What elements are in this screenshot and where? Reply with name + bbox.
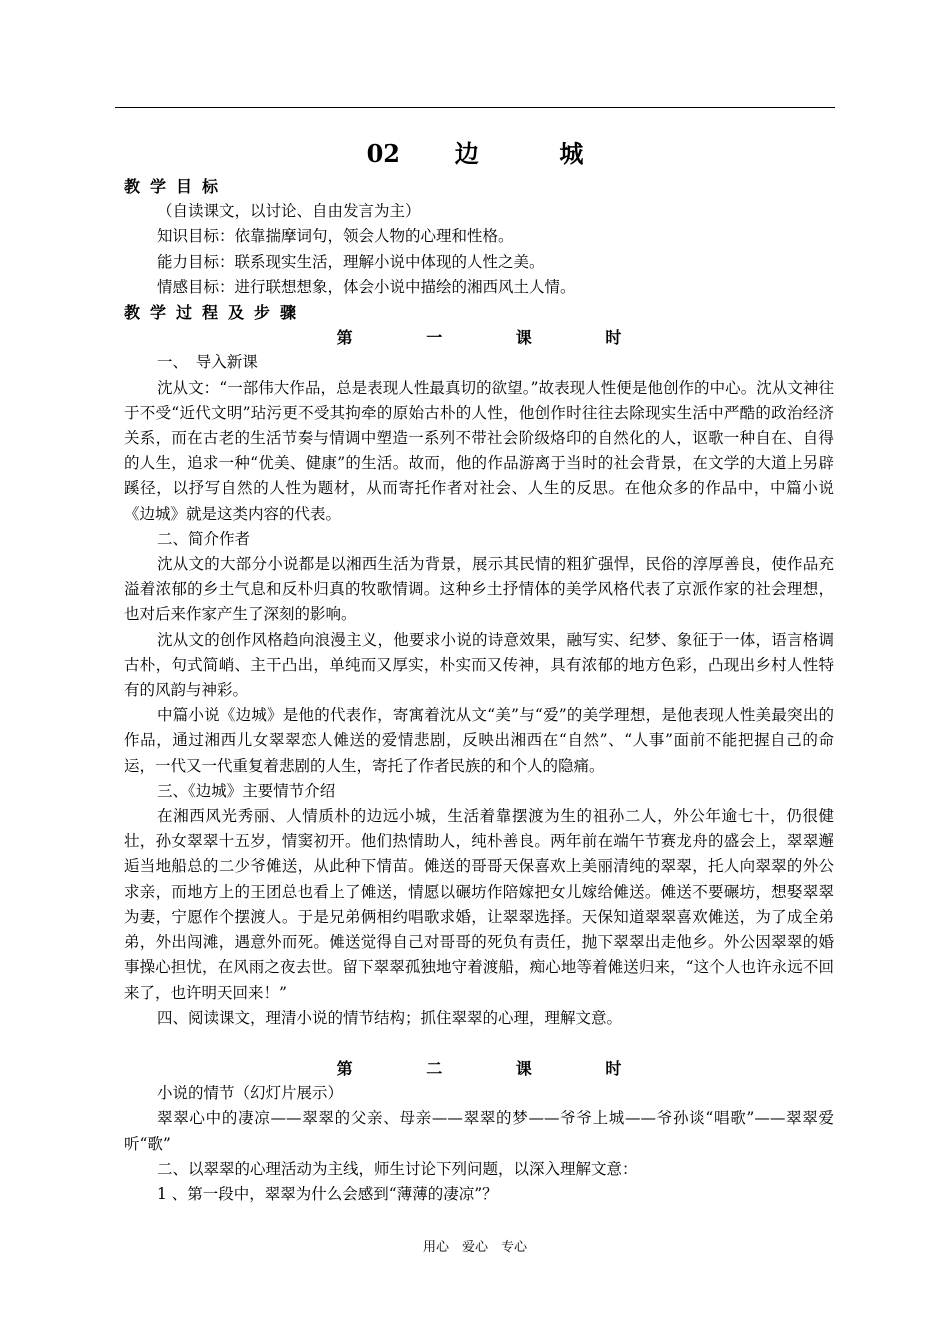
lesson1-heading (124, 325, 834, 350)
lesson1-heading-char: 一 (426, 328, 443, 348)
document-body (124, 174, 834, 1207)
lesson1-heading-char: 第 (336, 328, 353, 348)
discussion-intro: 二、以翠翠的心理活动为主线，师生讨论下列问题，以深入理解文意： (157, 1159, 638, 1178)
paragraph: 沈从文的大部分小说都是以湘西生活为背景，展示其民情的粗犷强悍，民俗的淳厚善良，使作品充溢着浓郁的乡土气息和反朴归真的牧歌情调。这种乡土抒情体的美学风格代表了京派作家的社会理想，也对后来作家产生了深刻的影响。 (124, 555, 834, 624)
plot-caption: 小说的情节（幻灯片展示） (157, 1084, 344, 1103)
goals-note: （自读课文，以讨论、自由发言为主） (157, 202, 421, 221)
section-plot: 三、《边城》主要情节介绍 (157, 781, 336, 800)
lesson1-heading-char: 课 (515, 328, 532, 348)
lesson2-heading-char: 课 (515, 1058, 532, 1078)
lesson2-heading-char: 时 (605, 1058, 622, 1078)
page-footer: 用心 爱心 专心 (422, 1240, 527, 1255)
lesson2-heading (124, 1056, 834, 1081)
section-intro: 一、 导入新课 (157, 353, 258, 372)
title-char-1: 边 (454, 139, 479, 168)
section-author: 二、简介作者 (157, 529, 251, 548)
lesson1-heading-char: 时 (605, 328, 622, 348)
title-char-2: 城 (559, 139, 584, 168)
lesson2-heading-char: 第 (336, 1058, 353, 1078)
paragraph: 在湘西风光秀丽、人情质朴的边远小城，生活着靠摆渡为生的祖孙二人，外公年逾七十，仍很健壮，孙女翠翠十五岁，情窦初开。他们热情助人，纯朴善良。两年前在端午节赛龙舟的盛会上，翠翠邂逅当地船总的二少爷傩送，从此种下情苗。傩送的哥哥天保喜欢上美丽清纯的翠翠，托人向翠翠的外公求亲，而地方上的王团总也看上了傩送，情愿以碾坊作陪嫁把女儿嫁给傩送。傩送不要碾坊，想娶翠翠为妻，宁愿作个摆渡人。于是兄弟俩相约唱歌求婚，让翠翠选择。天保知道翠翠喜欢傩送，为了成全弟弟，外出闯滩，遇意外而死。傩送觉得自己对哥哥的死负有责任，抛下翠翠出走他乡。外公因翠翠的婚事操心担忧，在风雨之夜去世。留下翠翠孤独地守着渡船，痴心地等着傩送归来，“这个人也许永远不回来了，也许明天回来！” (124, 807, 834, 1002)
header-rule (115, 107, 835, 108)
paragraph: 中篇小说《边城》是他的代表作，寄寓着沈从文“美”与“爱”的美学理想，是他表现人性美最突出的作品，通过湘西儿女翠翠恋人傩送的爱情悲剧，反映出湘西在“自然”、“人事”面前不能把握自己的命运，一代又一代重复着悲剧的人生，寄托了作者民族的和个人的隐痛。 (124, 706, 834, 775)
title-number: 02 (366, 139, 400, 168)
page-title (0, 134, 950, 169)
goal-emotion: 情感目标：进行联想想象，体会小说中描绘的湘西风土人情。 (157, 277, 576, 296)
process-heading: 教学过程及步骤 (124, 303, 307, 323)
section-reading: 四、阅读课文，理清小说的情节结构；抓住翠翠的心理，理解文意。 (157, 1008, 623, 1027)
goal-ability: 能力目标：联系现实生活，理解小说中体现的人性之美。 (157, 252, 545, 271)
plot-sequence: 翠翠心中的凄凉——翠翠的父亲、母亲——翠翠的梦——爷爷上城——爷孙谈“唱歌”——翠翠爱听“歌” (124, 1109, 834, 1153)
lesson2-heading-char: 二 (426, 1058, 443, 1078)
goal-knowledge: 知识目标：依靠揣摩词句，领会人物的心理和性格。 (157, 227, 514, 246)
goals-heading: 教学目标 (124, 177, 229, 196)
question-1: 1 、第一段中，翠翠为什么会感到“薄薄的凄凉”？ (157, 1184, 498, 1203)
paragraph: 沈从文的创作风格趋向浪漫主义，他要求小说的诗意效果，融写实、纪梦、象征于一体，语言格调古朴，句式简峭、主干凸出，单纯而又厚实，朴实而又传神，具有浓郁的地方色彩，凸现出乡村人性特有的风韵与神彩。 (124, 630, 834, 700)
paragraph: 沈从文：“一部伟大作品，总是表现人性最真切的欲望。”故表现人性便是他创作的中心。沈从文神往于不受“近代文明”玷污更不受其拘牵的原始古朴的人性，他创作时往往去除现实生活中严酷的政治经济关系，而在古老的生活节奏与情调中塑造一系列不带社会阶级烙印的自然化的人，讴歌一种自在、自得的人生，追求一种“优美、健康”的生活。故而，他的作品游离于当时的社会背景，在文学的大道上另辟蹊径，以抒写自然的人性为题材，从而寄托作者对社会、人生的反思。在他众多的作品中，中篇小说《边城》就是这类内容的代表。 (124, 378, 834, 523)
